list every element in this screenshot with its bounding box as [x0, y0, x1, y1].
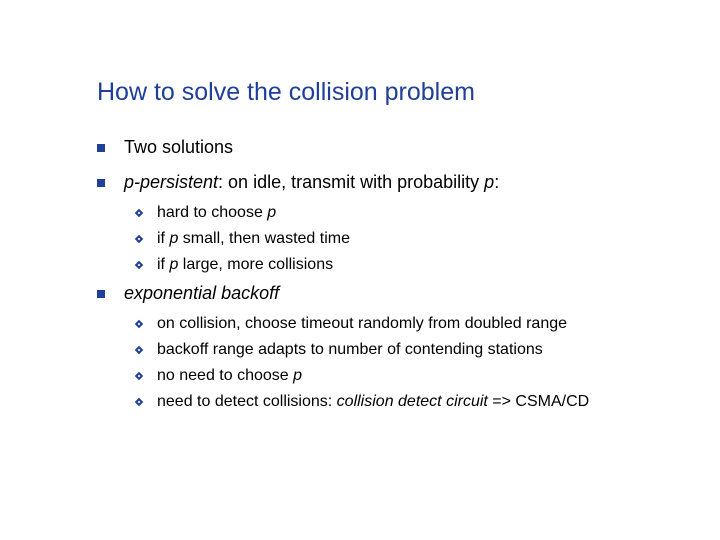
term-p: p [169, 256, 179, 273]
term-p: p [293, 367, 303, 384]
sub-bullet-text [157, 230, 350, 248]
text-part: no need to choose [157, 367, 294, 384]
text-part: need to detect collisions: [157, 393, 337, 410]
sub-bullet-p-large [135, 256, 333, 274]
bullet-text: Two solutions [124, 137, 234, 157]
sub-bullet-no-need [135, 367, 302, 385]
sub-bullet-backoff-range [135, 341, 543, 359]
diamond-bullet-icon [135, 398, 143, 406]
sub-bullet-on-collision [135, 315, 567, 333]
term-p-persistent: p-persistent [124, 172, 219, 192]
text-part: => CSMA/CD [487, 393, 590, 410]
slide-title: How to solve the collision problem [97, 78, 475, 106]
sub-bullet-text [157, 367, 302, 385]
term-p: p [484, 172, 495, 192]
bullet-text-part: : on idle, transmit with probability [218, 172, 485, 192]
sub-bullet-p-small [135, 230, 350, 248]
bullet-text [124, 172, 499, 193]
term-p: p [267, 204, 277, 221]
diamond-bullet-icon [135, 346, 143, 354]
text-part: large, more collisions [178, 256, 334, 273]
bullet-exponential-backoff [97, 283, 279, 304]
sub-bullet-text: backoff range adapts to number of contending stations [157, 341, 543, 358]
text-part: hard to choose [157, 204, 268, 221]
text-part: small, then wasted time [178, 230, 350, 247]
diamond-bullet-icon [135, 320, 143, 328]
diamond-bullet-icon [135, 261, 143, 269]
text-part: if [157, 256, 170, 273]
bullet-text-part: : [494, 172, 500, 192]
bullet-text: exponential backoff [124, 283, 280, 303]
sub-bullet-text: on collision, choose timeout randomly from doubled range [157, 315, 568, 332]
diamond-bullet-icon [135, 235, 143, 243]
term-collision-detect-circuit: collision detect circuit [336, 393, 488, 410]
bullet-two-solutions [97, 137, 233, 158]
sub-bullet-detect-collisions [135, 393, 589, 411]
sub-bullet-text [157, 256, 333, 274]
square-bullet-icon [97, 179, 105, 187]
sub-bullet-text [157, 393, 589, 411]
sub-bullet-text [157, 204, 276, 222]
text-part: if [157, 230, 170, 247]
diamond-bullet-icon [135, 209, 143, 217]
term-p: p [169, 230, 179, 247]
bullet-p-persistent [97, 172, 499, 193]
diamond-bullet-icon [135, 372, 143, 380]
square-bullet-icon [97, 144, 105, 152]
sub-bullet-hard-to-choose [135, 204, 276, 222]
square-bullet-icon [97, 290, 105, 298]
